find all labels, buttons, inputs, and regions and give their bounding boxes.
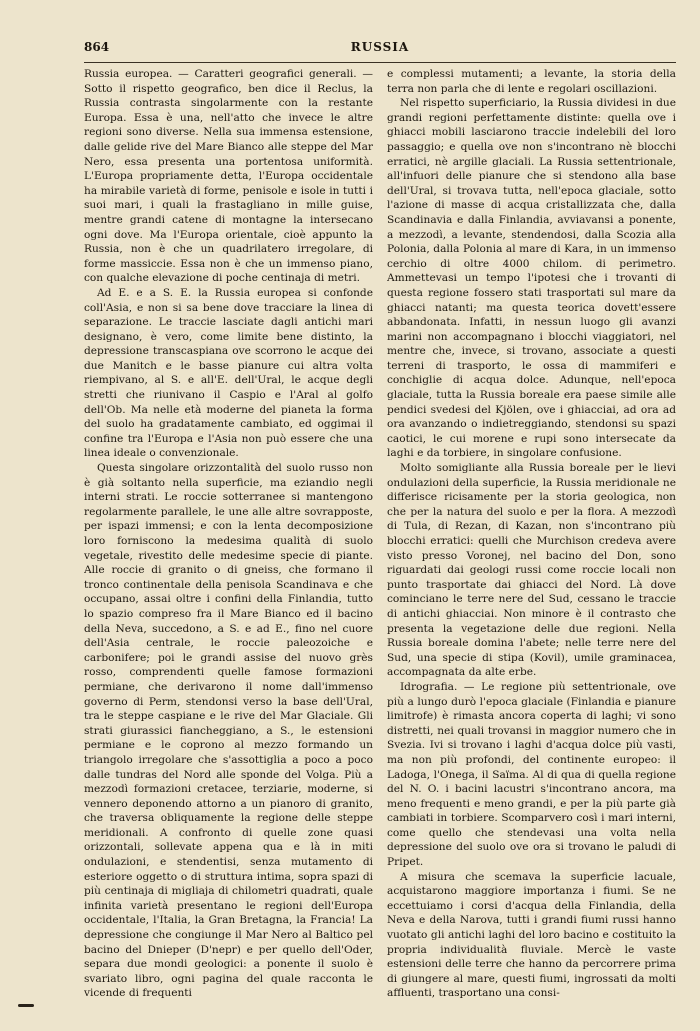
- margin-ink-mark: [18, 1004, 34, 1007]
- paragraph: Russia europea. — Caratteri geografici generali. — Sotto il rispetto geografico, ben dice il Reclus, la Russia contrasta singolarmente con la restante Europa. Essa è una, nell'atto che invece le altre regioni sono diverse. Nella sua immensa estensione, dalle gelide rive del Mare Bianco alle steppe del Mar Nero, essa presenta una portentosa uniformità. L'Europa propriamente detta, l'Europa occidentale ha mirabile varietà di forme, penisole e isole in tutti i suoi mari, i quali la frastagliano in mille guise, mentre grandi catene di montagne la intersecano ogni dove. Ma l'Europa orientale, cioè appunto la Russia, non è che un quadrilatero irregolare, di forme massiccie. Essa non è che un immenso piano, con qualche elevazione di poche centinaja di metri.: [84, 68, 373, 285]
- running-header: [84, 40, 676, 62]
- header-rule: [84, 62, 676, 63]
- paragraph: Questa singolare orizzontalità del suolo russo non è già soltanto nella superficie, ma eziandio negli interni strati. Le roccie sotterranee si mantengono regolarmente parallele, le une alle altre sovrapposte, per ispazi immensi; e con la lenta decomposizione loro forniscono la medesima qualità di suolo vegetale, rivestito delle medesime specie di piante. Alle roccie di granito o di gneiss, che formano il tronco continentale della penisola Scandinava e che occupano, assai oltre i confini della Finlandia, tutto lo spazio compreso fra il Mare Bianco ed il bacino della Neva, succedono, a S. e ad E., fino nel cuore dell'Asia centrale, le roccie paleozoiche e carbonifere; poi le grandi assise del nuovo grès rosso, comprendenti quelle famose formazioni permiane, che derivarono il nome dall'immenso governo di Perm, stendonsi verso la base dell'Ural, tra le steppe caspiane e le rive del Mar Glaciale. Gli strati giurassici fiancheggiano, a S., le estensioni permiane e le coprono al mezzo formando un triangolo irregolare che s'assottiglia a poco a poco dalle tundras del Nord alle sponde del Volga. Più a mezzodì formazioni cretacee, terziarie, moderne, si vennero deponendo attorno a un pianoro di granito, che traversa obliquamente la regione delle steppe meridionali. A confronto di quelle zone quasi orizzontali, sollevate appena qua e là in miti ondulazioni, e stendentisi, senza mutamento di esteriore oggetto o di struttura intima, sopra spazi di più centinaja di migliaja di chilometri quadrati, quale infinita varietà presentano le regioni dell'Europa occidentale, l'Italia, la Gran Bretagna, la Francia! La depressione che congiunge il Mar Nero al Baltico pel bacino del Dnieper (D'nepr) e per quello dell'Oder, separa due mondi geologici: a ponente il suolo è svariato libro, ogni pagina del quale racconta le vicende di frequenti: [84, 462, 373, 1000]
- page-number: 864: [84, 40, 110, 54]
- right-column: [387, 67, 676, 1017]
- paragraph: A misura che scemava la superficie lacuale, acquistarono maggiore importanza i fiumi. Se ne eccettuiamo i corsi d'acqua della Finlandia, della Neva e della Narova, tutti i grandi fiumi russi hanno vuotato gli antichi laghi del loro bacino e costituito la propria individualità fluviale. Mercè le vaste estensioni delle terre che hanno da percorrere prima di giungere al mare, questi fiumi, ingrossati da molti affluenti, trasportano una consi-: [387, 870, 676, 1000]
- running-title: RUSSIA: [350, 40, 410, 54]
- paragraph: Ad E. e a S. E. la Russia europea si confonde coll'Asia, e non si sa bene dove tracciare la linea di separazione. Le traccie lasciate dagli antichi mari designano, è vero, come limite bene distinto, la depressione transcaspiana ove scorrono le acque dei due Manitch e le basse pianure cui altra volta riempivano, al S. e all'E. dell'Ural, le acque degli stretti che riunivano il Caspio e l'Aral al golfo dell'Ob. Ma nelle età moderne del pianeta la forma del suolo ha gradatamente cambiato, ed oggimai il confine tra l'Europa e l'Asia non può essere che una linea ideale o convenzionale.: [84, 286, 373, 460]
- paragraph: Molto somigliante alla Russia boreale per le lievi ondulazioni della superficie, la Russia meridionale ne differisce ricisamente per la storia geologica, non che per la natura del suolo e per la flora. A mezzodì di Tula, di Rezan, di Kazan, non s'incontrano più blocchi erratici: quelli che Murchison credeva avere visto presso Voronej, nel bacino del Don, sono riguardati dai geologi russi come roccie locali non punto trasportate dai ghiacci del Nord. Là dove cominciano le terre nere del Sud, cessano le traccie di antichi ghiacciai. Non minore è il contrasto che presenta la vegetazione delle due regioni. Nella Russia boreale domina l'abete; nelle terre nere del Sud, una specie di stipa (Kovil), umile graminacea, accompagnata da alte erbe.: [387, 462, 676, 679]
- paragraph: e complessi mutamenti; a levante, la storia della terra non parla che di lente e regolari oscillazioni.: [387, 68, 676, 95]
- paragraph: Nel rispetto superficiario, la Russia dividesi in due grandi regioni perfettamente distinte: quella ove i ghiacci mobili lasciarono traccie indelebili del loro passaggio; e quella ove non s'incontrano nè blocchi erratici, nè argille glaciali. La Russia settentrionale, all'infuori delle pianure che si stendono alla base dell'Ural, si trovava tutta, nell'epoca glaciale, sotto l'azione di masse di acqua cristallizzata che, dalla Scandinavia e dalla Finlandia, avviavansi a ponente, a mezzodì, a levante, stendendosi, dalla Scozia alla Polonia, dalla Polonia al mare di Kara, in un immenso cerchio di oltre 4000 chilom. di perimetro. Ammettevasi un tempo l'ipotesi che i trovanti di questa regione fossero stati trasportati sul mare da ghiacci natanti; ma questa teorica dovett'essere abbandonata. Infatti, in nessun luogo gli avanzi marini non accompagnano i blocchi viaggiatori, nel mentre che, invece, si trovano, associate a questi terreni di trasporto, le ossa di mammiferi e conchiglie di acqua dolce. Adunque, nell'epoca glaciale, tutta la Russia boreale era paese simile alle pendici svedesi del Kjölen, ove i ghiacciai, ad ora ad ora avanzando o indietreggiando, stendonsi su spazi caotici, le cui morene e rupi sono intersecate da laghi e da torbiere, in singolare confusione.: [387, 97, 676, 460]
- text-columns: [84, 67, 676, 1017]
- paragraph: Idrografia. — Le regione più settentrionale, ove più a lungo durò l'epoca glaciale (Finlandia e pianure limitrofe) è rimasta ancora coperta di laghi; vi sono distretti, nei quali trovansi in maggior numero che in Svezia. Ivi si trovano i laghi d'acqua dolce più vasti, ma non più profondi, del continente europeo: il Ladoga, l'Onega, il Saïma. Al di qua di quella regione del N. O. i bacini lacustri s'incontrano ancora, ma meno frequenti e meno grandi, e per la più parte già cambiati in torbiere. Scomparvero così i mari interni, come quello che stendevasi una volta nella depressione del suolo ove ora si trovano le paludi di Pripet.: [387, 680, 676, 869]
- left-column: [84, 67, 373, 1017]
